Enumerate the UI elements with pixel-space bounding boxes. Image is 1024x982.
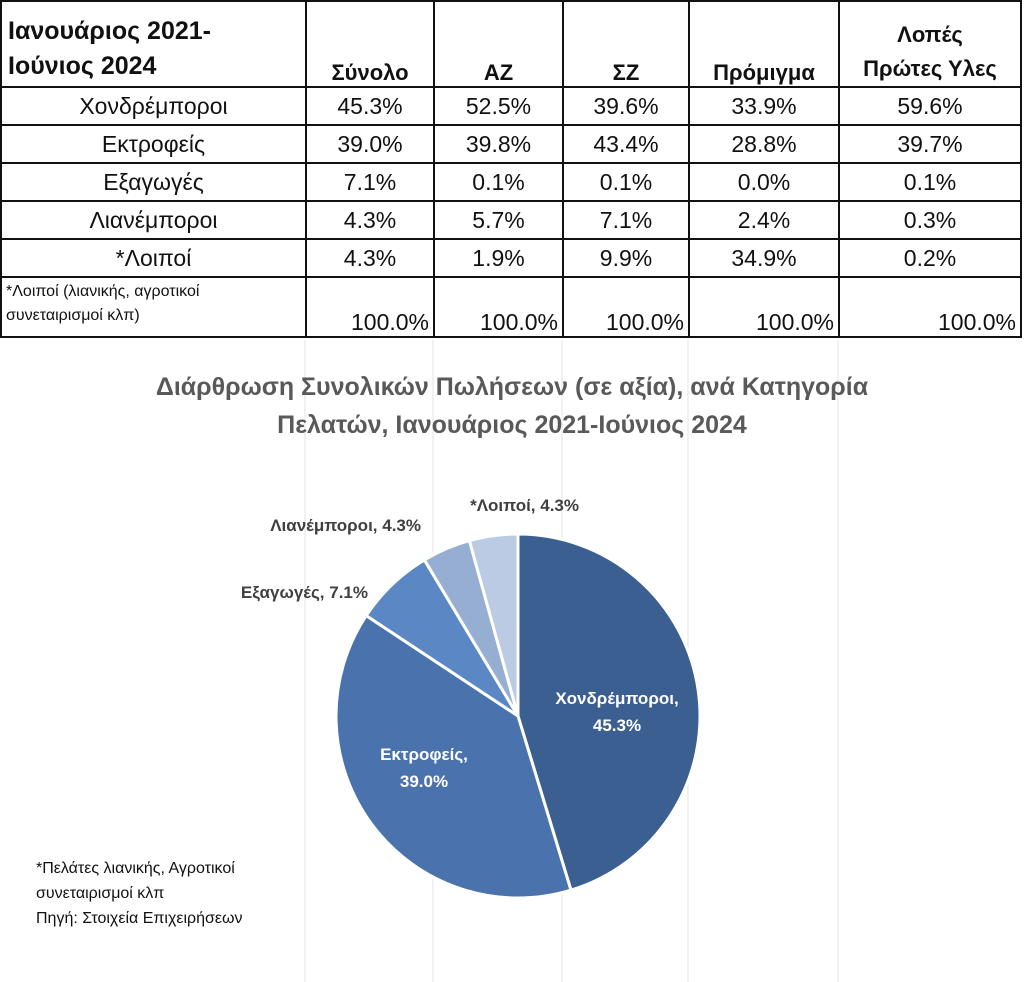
footnote-line2: συνεταιρισμοί κλπ — [36, 885, 165, 902]
table-cell: 59.6% — [839, 87, 1021, 125]
pie-slice-label: Εξαγωγές, 7.1% — [240, 583, 368, 602]
table-cell: 0.2% — [839, 239, 1021, 277]
table-cell: 52.5% — [434, 87, 563, 125]
row-label: Εξαγωγές — [1, 163, 306, 201]
total-cell: 100.0% — [563, 277, 689, 337]
table-cell: 0.1% — [839, 163, 1021, 201]
header-total: Σύνολο — [306, 1, 434, 87]
table-cell: 0.0% — [689, 163, 839, 201]
header-sz: ΣΖ — [563, 1, 689, 87]
table-cell: 0.1% — [563, 163, 689, 201]
table-cell: 0.3% — [839, 201, 1021, 239]
header-az: ΑΖ — [434, 1, 563, 87]
row-label: *Λοιποί — [1, 239, 306, 277]
table-cell: 39.6% — [563, 87, 689, 125]
table-cell: 7.1% — [306, 163, 434, 201]
chart-title-line2: Πελατών, Ιανουάριος 2021-Ιούνιος 2024 — [277, 411, 747, 439]
pie-slice-label: Εκτροφείς, 39.0% — [380, 745, 468, 791]
table-cell: 4.3% — [306, 239, 434, 277]
pie-slice-label: *Λοιποί, 4.3% — [470, 496, 579, 515]
table-cell: 33.9% — [689, 87, 839, 125]
footnote-line1: *Πελάτες λιανικής, Αγροτικοί — [36, 860, 235, 877]
pie-slice-label: Χονδρέμποροι, 45.3% — [555, 689, 679, 735]
table-cell: 39.7% — [839, 125, 1021, 163]
table-cell: 39.0% — [306, 125, 434, 163]
table-cell: 34.9% — [689, 239, 839, 277]
chart-title-line1: Διάρθρωση Συνολικών Πωλήσεων (σε αξία), ανά Κατηγορία — [155, 373, 869, 401]
table-cell: 45.3% — [306, 87, 434, 125]
total-cell: 100.0% — [434, 277, 563, 337]
table-cell: 43.4% — [563, 125, 689, 163]
row-label: Λιανέμποροι — [1, 201, 306, 239]
row-label: Χονδρέμποροι — [1, 87, 306, 125]
chart-footnote — [36, 856, 243, 931]
table-cell: 28.8% — [689, 125, 839, 163]
table-cell: 5.7% — [434, 201, 563, 239]
pie-slice-label: Λιανέμποροι, 4.3% — [270, 516, 421, 535]
total-cell: 100.0% — [306, 277, 434, 337]
period-header: Ιανουάριος 2021- Ιούνιος 2024 — [1, 1, 306, 87]
total-cell: 100.0% — [689, 277, 839, 337]
source-line: Πηγή: Στοιχεία Επιχειρήσεων — [36, 910, 243, 927]
table-cell: 9.9% — [563, 239, 689, 277]
table-cell: 2.4% — [689, 201, 839, 239]
header-raw-materials: Λοπές Πρώτες Υλες — [839, 1, 1021, 87]
total-cell: 100.0% — [839, 277, 1021, 337]
table-cell: 4.3% — [306, 201, 434, 239]
table-cell: 7.1% — [563, 201, 689, 239]
row-label: Εκτροφείς — [1, 125, 306, 163]
table-cell: 0.1% — [434, 163, 563, 201]
header-premix: Πρόμιγμα — [689, 1, 839, 87]
table-cell: 39.8% — [434, 125, 563, 163]
table-note: *Λοιποί (λιανικής, αγροτικοί συνεταιρισμοί κλπ) — [1, 277, 306, 337]
table-cell: 1.9% — [434, 239, 563, 277]
